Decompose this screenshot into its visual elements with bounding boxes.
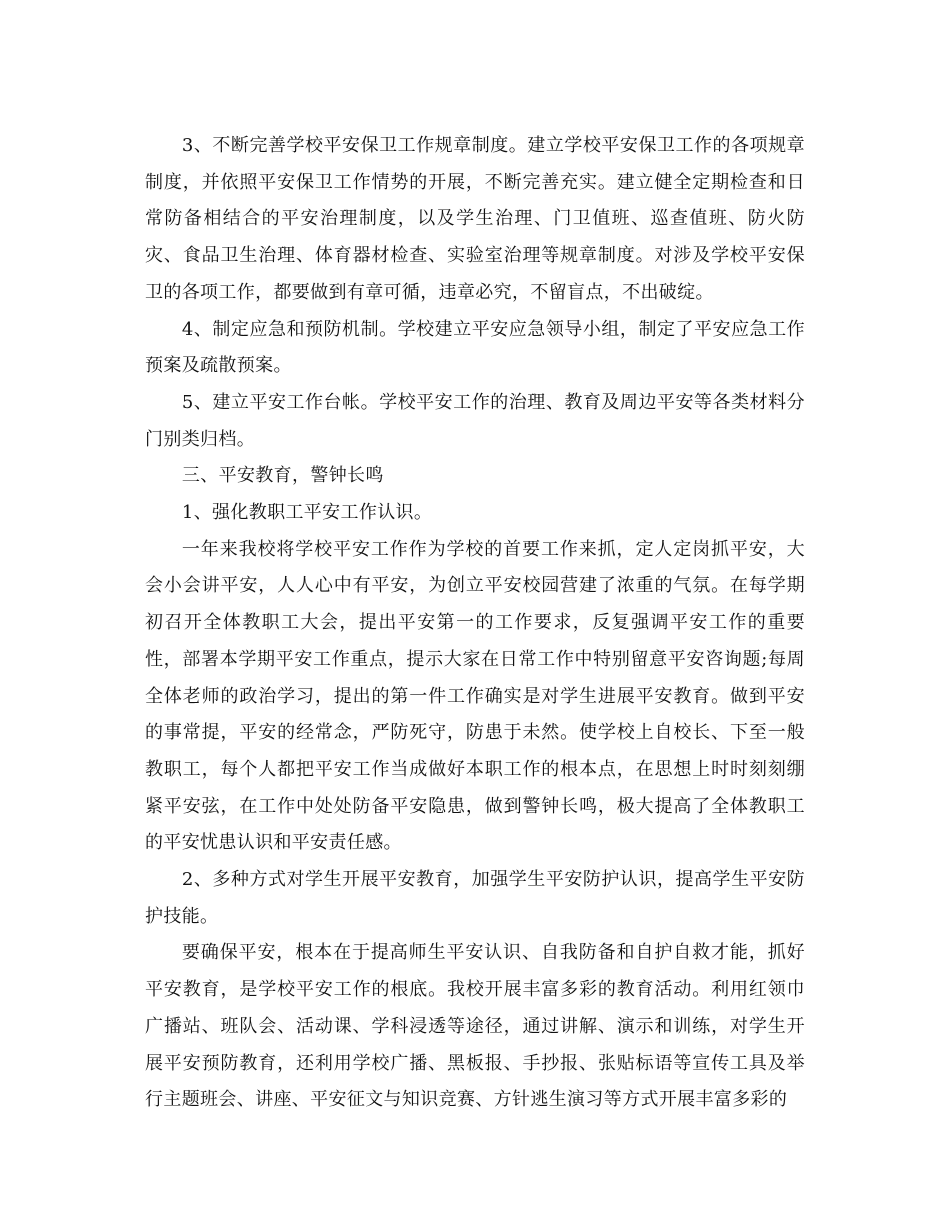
paragraph-student-education-body: 要确保平安，根本在于提高师生平安认识、自我防备和自护自救才能，抓好平安教育，是学校平安工作的根底。我校开展丰富多彩的教育活动。利用红领巾广播站、班队会、活动课、学科浸透等途径，通过讲解、演示和训练，对学生开展平安预防教育，还利用学校广播、黑板报、手抄报、张贴标语等宣传工具及举行主题班会、讲座、平安征文与知识竞赛、方针逃生演习等方式开展丰富多彩的 — [145, 942, 805, 1111]
paragraph-staff-awareness-body: 一年来我校将学校平安工作作为学校的首要工作来抓，定人定岗抓平安，大会小会讲平安，人人心中有平安，为创立平安校园营建了浓重的气氛。在每学期初召开全体教职工大会，提出平安第一的工作要求，反复强调平安工作的重要性，部署本学期平安工作重点，提示大家在日常工作中特别留意平安咨询题;每周全体老师的政治学习，提出的第一件工作确实是对学生进展平安教育。做到平安的事常提，平安的经常念，严防死守，防患于未然。使学校上自校长、下至一般教职工，每个人都把平安工作当成做好本职工作的根本点，在思想上时时刻刻绷紧平安弦，在工作中处处防备平安隐患，做到警钟长鸣，极大提高了全体教职工的平安忧患认识和平安责任感。 — [145, 538, 805, 854]
subheading-staff-awareness: 1、强化教职工平安工作认识。 — [181, 502, 433, 524]
paragraph-rules-system: 3、不断完善学校平安保卫工作规章制度。建立学校平安保卫工作的各项规章制度，并依照平安保卫工作情势的开展，不断完善充实。建立健全定期检查和日常防备相结合的平安治理制度，以及学生治理、门卫值班、巡查值班、防火防灾、食品卫生治理、体育器材检查、实验室治理等规章制度。对涉及学校平安保卫的各项工作，都要做到有章可循，违章必究，不留盲点，不出破绽。 — [145, 135, 805, 303]
paragraph-safety-ledger: 5、建立平安工作台帐。学校平安工作的治理、教育及周边平安等各类材料分门别类归档。 — [145, 391, 805, 450]
paragraph-emergency-mechanism: 4、制定应急和预防机制。学校建立平安应急领导小组，制定了平安应急工作预案及疏散预案。 — [145, 318, 805, 377]
subheading-student-education: 2、多种方式对学生开展平安教育，加强学生平安防护认识，提高学生平安防护技能。 — [145, 869, 805, 927]
document-body — [145, 128, 805, 1119]
section-heading-safety-education: 三、平安教育，警钟长鸣 — [181, 465, 384, 487]
